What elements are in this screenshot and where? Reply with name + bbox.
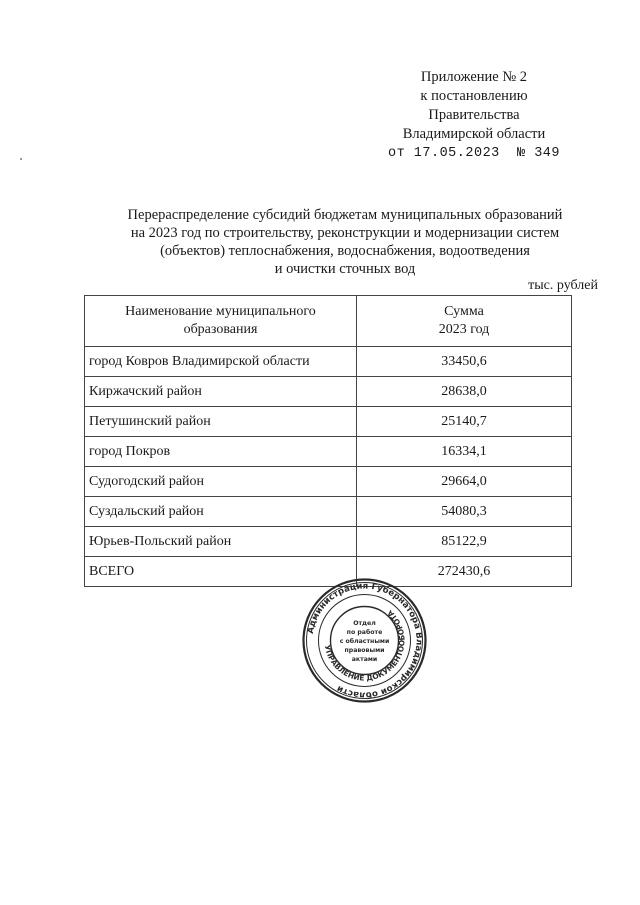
official-stamp: [302, 578, 427, 703]
appendix-number: Приложение № 2: [420, 69, 528, 85]
header-text: Сумма: [444, 304, 484, 319]
stamp-center-line: по работе: [346, 629, 383, 636]
subsidy-amount: 25140,7: [357, 407, 572, 437]
title-line: (объектов) теплоснабжения, водоснабжения, водоотведения: [160, 243, 530, 259]
table-row: [85, 437, 572, 467]
appendix-header: [388, 68, 560, 163]
subsidy-amount: 33450,6: [357, 347, 572, 377]
title-line: и очистки сточных вод: [274, 261, 416, 277]
municipality-name: Петушинский район: [85, 407, 357, 437]
column-header-name: [85, 296, 357, 347]
municipality-name: Юрьев-Польский район: [85, 527, 357, 557]
municipality-name: Киржачский район: [85, 377, 357, 407]
subsidy-amount: 28638,0: [357, 377, 572, 407]
appendix-ref: к постановлению: [420, 88, 528, 104]
document-title: [100, 206, 590, 278]
stamp-center-line: Отдел: [353, 620, 376, 627]
subsidy-amount: 54080,3: [357, 497, 572, 527]
appendix-region: Владимирской области: [402, 126, 546, 142]
subsidy-table: [84, 295, 572, 587]
total-label: ВСЕГО: [85, 557, 357, 587]
table-row: [85, 407, 572, 437]
stamp-inner-text: УПРАВЛЕНИЕ ДОКУМЕНТООБОРОТА: [322, 608, 407, 683]
stamp-center-line: актами: [351, 656, 378, 663]
municipality-name: Судогодский район: [85, 467, 357, 497]
appendix-date-number: от 17.05.2023 № 349: [387, 146, 560, 161]
table-row: [85, 467, 572, 497]
stamp-outer-text: Администрация Губернатора Владимирской области: [305, 581, 424, 700]
table-row: [85, 377, 572, 407]
scan-speck: [20, 158, 22, 160]
table-row: [85, 347, 572, 377]
municipality-name: Суздальский район: [85, 497, 357, 527]
table-row: [85, 497, 572, 527]
subsidy-amount: 29664,0: [357, 467, 572, 497]
column-header-sum: [357, 296, 572, 347]
stamp-center-line: с областными: [339, 638, 390, 645]
appendix-authority: Правительства: [428, 107, 520, 123]
header-text: Наименование муниципального: [125, 304, 316, 319]
subsidy-amount: 16334,1: [357, 437, 572, 467]
header-text: образования: [183, 322, 258, 337]
municipality-name: город Покров: [85, 437, 357, 467]
units-label: тыс. рублей: [528, 278, 598, 293]
table-row: [85, 527, 572, 557]
title-line: на 2023 год по строительству, реконструкции и модернизации систем: [130, 225, 560, 241]
stamp-center-line: правовыми: [344, 647, 385, 654]
header-text: 2023 год: [438, 322, 490, 337]
table-header-row: [85, 296, 572, 347]
municipality-name: город Ковров Владимирской области: [85, 347, 357, 377]
total-amount: 272430,6: [357, 557, 572, 587]
subsidy-amount: 85122,9: [357, 527, 572, 557]
title-line: Перераспределение субсидий бюджетам муниципальных образований: [127, 207, 563, 223]
